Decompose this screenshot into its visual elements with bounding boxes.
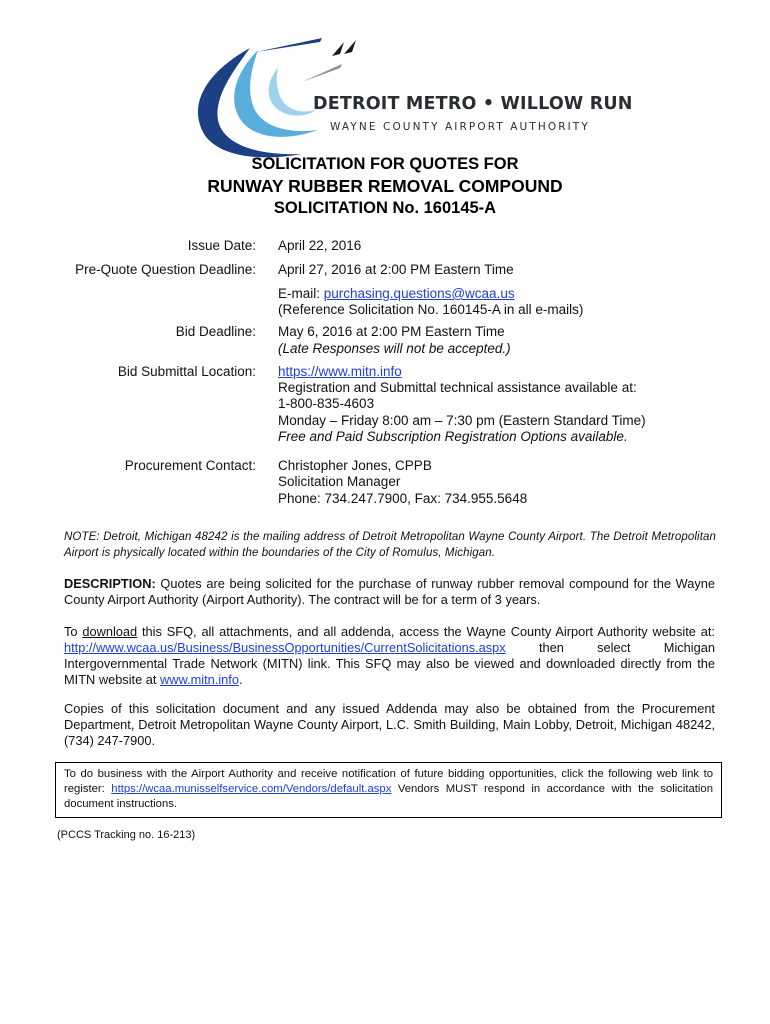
mailing-address-note: NOTE: Detroit, Michigan 48242 is the mailing address of Detroit Metropolitan Wayne County Airport. The Detroit Metropolitan Airport is physically located within the boundaries of the City of Romulus, Michigan. bbox=[64, 531, 716, 559]
email-reference-note: (Reference Solicitation No. 160145-A in all e-mails) bbox=[278, 302, 584, 317]
late-responses-note: (Late Responses will not be accepted.) bbox=[278, 341, 511, 356]
submittal-hours: Monday – Friday 8:00 am – 7:30 pm (Eastern Standard Time) bbox=[278, 413, 646, 428]
contact-phone-fax: Phone: 734.247.7900, Fax: 734.955.5648 bbox=[278, 491, 528, 506]
solicitation-number: SOLICITATION No. 160145-A bbox=[273, 199, 497, 217]
description-paragraph bbox=[64, 576, 715, 608]
bid-deadline-value: May 6, 2016 at 2:00 PM Eastern Time bbox=[278, 324, 505, 339]
submittal-phone: 1-800-835-4603 bbox=[278, 396, 375, 411]
bid-submittal-link-line bbox=[278, 364, 402, 381]
mitn-website-link[interactable]: www.mitn.info bbox=[160, 672, 239, 687]
download-paragraph bbox=[64, 624, 715, 688]
contact-name: Christopher Jones, CPPB bbox=[278, 458, 432, 473]
document-title-line1: SOLICITATION FOR QUOTES FOR bbox=[251, 155, 519, 173]
contact-title: Solicitation Manager bbox=[278, 474, 401, 489]
download-text-post: . bbox=[238, 672, 243, 687]
description-text: Quotes are being solicited for the purchase of runway rubber removal compound for the Wayne County Airport Authority (Airport Authority). The contract will be for a term of 3 years. bbox=[64, 576, 715, 607]
mitn-link[interactable]: https://www.mitn.info bbox=[278, 364, 402, 379]
question-email-link[interactable]: purchasing.questions@wcaa.us bbox=[323, 286, 515, 301]
bid-submittal-label: Bid Submittal Location: bbox=[117, 364, 256, 379]
submittal-assistance-text: Registration and Submittal technical assistance available at: bbox=[278, 380, 637, 395]
subscription-note: Free and Paid Subscription Registration Options available. bbox=[278, 429, 628, 444]
question-email-line bbox=[278, 286, 515, 303]
prequote-deadline-value: April 27, 2016 at 2:00 PM Eastern Time bbox=[278, 262, 514, 277]
logo-subtitle: WAYNE COUNTY AIRPORT AUTHORITY bbox=[330, 121, 590, 133]
vendor-registration-box bbox=[55, 762, 722, 818]
bid-deadline-label: Bid Deadline: bbox=[175, 324, 256, 339]
download-text-pre: To bbox=[64, 624, 83, 639]
registration-text-post: Vendors MUST respond in accordance with the solicitation document instructions. bbox=[64, 782, 714, 810]
issue-date-label: Issue Date: bbox=[187, 238, 256, 253]
email-prefix: E-mail: bbox=[278, 286, 324, 301]
registration-text-pre: To do business with the Airport Authority and receive notification of future bidding opportunities, click the following web link to register: bbox=[64, 768, 713, 795]
download-text-mid: this SFQ, all attachments, and all addenda, access the Wayne County Airport Authority website at: bbox=[137, 624, 715, 639]
procurement-contact-label: Procurement Contact: bbox=[124, 458, 256, 473]
issue-date-value: April 22, 2016 bbox=[278, 238, 362, 253]
prequote-deadline-label: Pre-Quote Question Deadline: bbox=[75, 262, 256, 277]
copies-paragraph: Copies of this solicitation document and any issued Addenda may also be obtained from the Procurement Department, Detroit Metropolitan Wayne County Airport, L.C. Smith Building, Main Lobby, Detroit, Michigan 48242, (734) 247-7900. bbox=[64, 701, 715, 748]
download-text-mid2: then select Michigan Intergovernmental Trade Network (MITN) link. This SFQ may also be viewed and downloaded directly from the MITN website at bbox=[64, 640, 715, 687]
description-label: DESCRIPTION: bbox=[64, 576, 156, 591]
document-title-line2: RUNWAY RUBBER REMOVAL COMPOUND bbox=[207, 176, 563, 196]
logo-title: DETROIT METRO • WILLOW RUN bbox=[313, 94, 633, 114]
wcaa-solicitations-link[interactable]: http://www.wcaa.us/Business/BusinessOpportunities/CurrentSolicitations.aspx bbox=[64, 640, 506, 655]
tracking-number: (PCCS Tracking no. 16-213) bbox=[57, 829, 196, 841]
download-word: download bbox=[82, 624, 138, 639]
vendor-registration-link[interactable]: https://wcaa.munisselfservice.com/Vendors/default.aspx bbox=[111, 782, 392, 795]
